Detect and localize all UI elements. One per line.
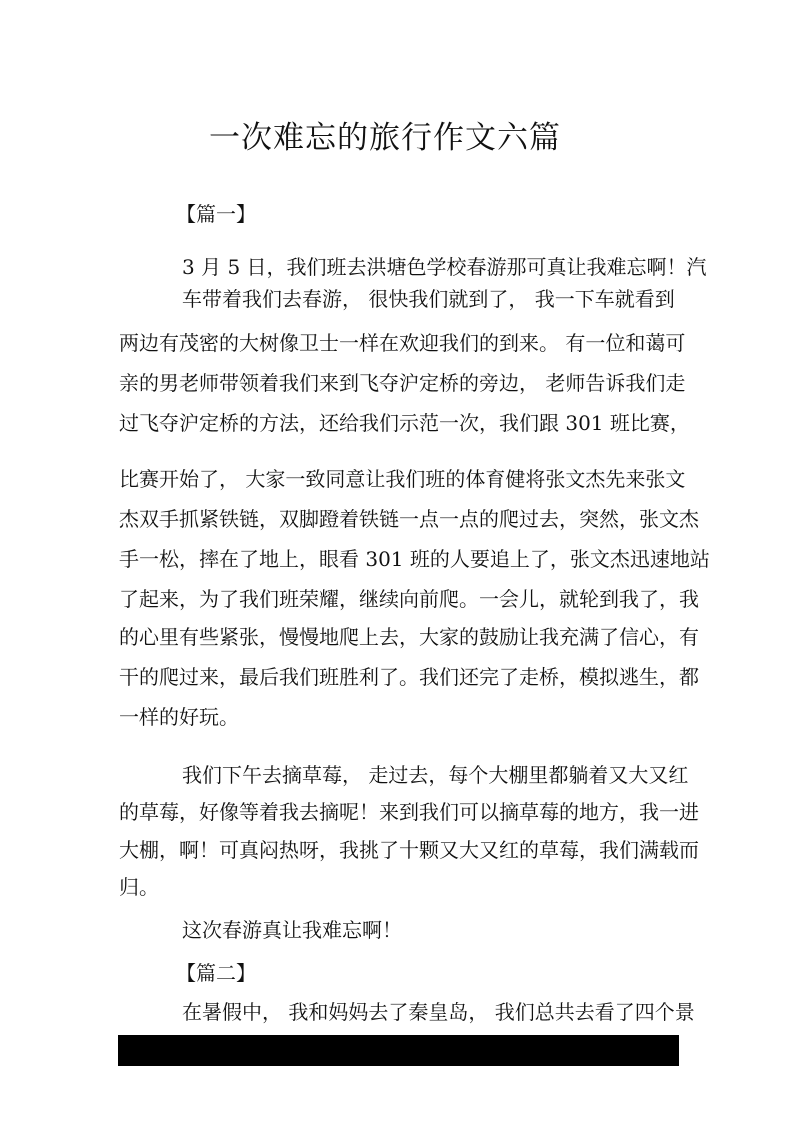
paragraph-line: 干的爬过来，最后我们班胜利了。我们还完了走桥，模拟逃生，都 bbox=[119, 665, 699, 689]
paragraph-line: 的草莓，好像等着我去摘呢！来到我们可以摘草莓的地方，我一进 bbox=[119, 800, 699, 824]
paragraph-line: 了起来，为了我们班荣耀，继续向前爬。一会儿，就轮到我了，我 bbox=[119, 587, 699, 611]
paragraph-line: 车带着我们去春游， 很快我们就到了， 我一下车就看到 bbox=[182, 287, 675, 311]
paragraph-line: 归。 bbox=[119, 875, 159, 899]
paragraph-line: 这次春游真让我难忘啊！ bbox=[182, 918, 402, 942]
section-heading: 【篇一】 bbox=[176, 202, 256, 226]
redaction-bar bbox=[118, 1035, 679, 1066]
paragraph-line: 大棚，啊！可真闷热呀，我挑了十颗又大又红的草莓，我们满载而 bbox=[119, 838, 699, 862]
paragraph-line: 我们下午去摘草莓， 走过去，每个大棚里都躺着又大又红 bbox=[182, 763, 689, 787]
section-heading: 【篇二】 bbox=[176, 961, 256, 985]
paragraph-line: 比赛开始了， 大家一致同意让我们班的体育健将张文杰先来张文 bbox=[119, 467, 686, 491]
paragraph-line: 在暑假中， 我和妈妈去了秦皇岛， 我们总共去看了四个景 bbox=[182, 1000, 695, 1024]
paragraph-line: 杰双手抓紧铁链，双脚蹬着铁链一点一点的爬过去，突然，张文杰 bbox=[119, 507, 699, 531]
paragraph-line: 亲的男老师带领着我们来到飞夺沪定桥的旁边， 老师告诉我们走 bbox=[119, 371, 686, 395]
paragraph-line: 过飞夺沪定桥的方法，还给我们示范一次，我们跟 301 班比赛， bbox=[119, 411, 690, 435]
paragraph-line: 两边有茂密的大树像卫士一样在欢迎我们的到来。 有一位和蔼可 bbox=[119, 331, 686, 355]
paragraph-line: 一样的好玩。 bbox=[119, 705, 239, 729]
paragraph-line: 的心里有些紧张，慢慢地爬上去，大家的鼓励让我充满了信心，有 bbox=[119, 625, 699, 649]
paragraph-line: 3 月 5 日，我们班去洪塘色学校春游那可真让我难忘啊！汽 bbox=[182, 255, 707, 279]
paragraph-line: 手一松，摔在了地上，眼看 301 班的人要追上了，张文杰迅速地站 bbox=[119, 547, 710, 571]
document-title: 一次难忘的旅行作文六篇 bbox=[209, 120, 561, 156]
